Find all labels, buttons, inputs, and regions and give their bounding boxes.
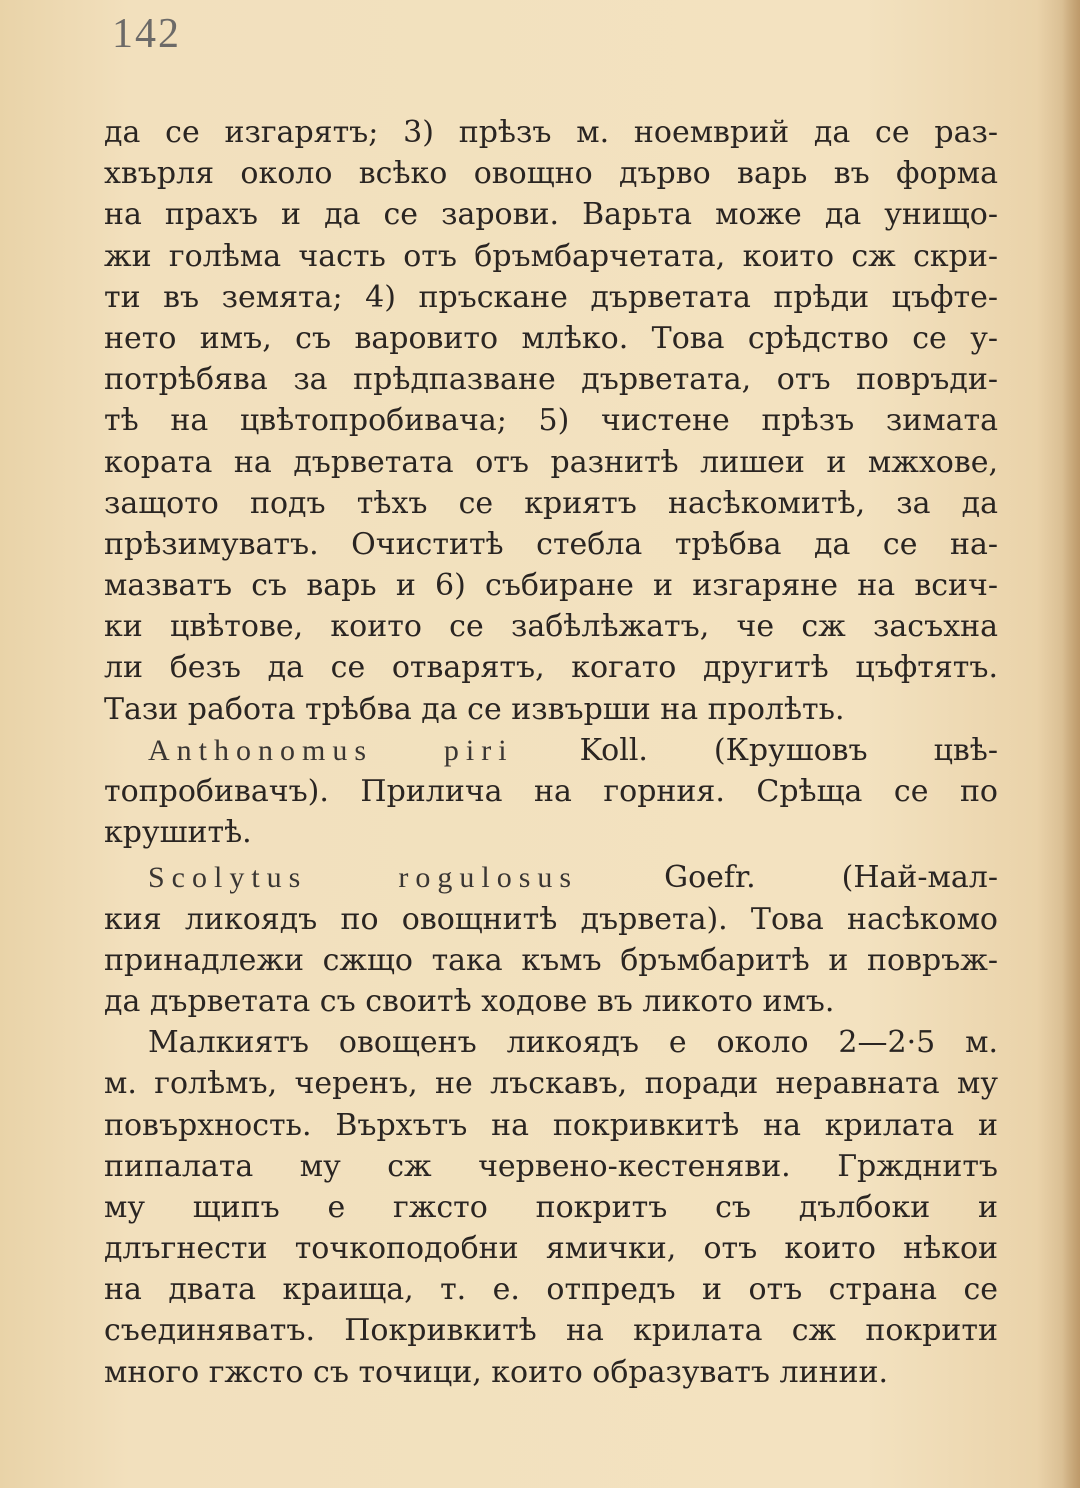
species-heading-line (104, 730, 998, 771)
text-line: принадлежи сжщо така къмъ бръмбаритѣ и повръж- (104, 942, 998, 978)
text-line: Тази работа трѣбва да се извърши на пролѣть. (104, 691, 845, 727)
species-description: Koll. (Крушовъ цвѣ- (579, 732, 998, 768)
text-line: кората на дърветата отъ разнитѣ лишеи и мжхове, (104, 444, 998, 480)
text-line: да се изгарятъ; 3) прѣзъ м. ноемврий да се раз- (104, 115, 998, 150)
text-line: тѣ на цвѣтопробивача; 5) чистене прѣзъ зимата (104, 403, 998, 439)
text-line: защото подъ тѣхъ се криятъ насѣкомитѣ, за да (104, 485, 998, 521)
text-line: пипалата му сж червено-кестеняви. Гржднитъ (104, 1148, 998, 1184)
text-line: на прахъ и да се зарови. Варьта може да унищо- (104, 197, 998, 233)
page-edge-shadow (1062, 0, 1080, 1488)
text-line: длъгнести точкоподобни ямички, отъ които нѣкои (104, 1231, 998, 1267)
text-line: мазватъ съ варь и 6) събиране и изгаряне на всич- (104, 568, 998, 604)
text-line: хвърля около всѣко овощно дърво варь въ форма (104, 156, 998, 192)
species-description: Goefr. (Най-мал- (664, 860, 998, 896)
text-line: повърхность. Върхътъ на покривкитѣ на крилата и (104, 1107, 998, 1143)
text-line: Малкиятъ овощенъ ликоядъ е около 2—2·5 м. (148, 1025, 998, 1061)
species-name: Anthonomus piri (148, 733, 514, 767)
body-text (104, 112, 998, 1393)
text-line: жи голѣма часть отъ бръмбарчетата, които сж скри- (104, 238, 998, 274)
text-line: да дърветата съ своитѣ ходове въ ликото имъ. (104, 983, 835, 1019)
text-line: ки цвѣтове, които се забѣлѣжатъ, че сж засъхна (104, 609, 998, 645)
page-number: 142 (112, 11, 181, 57)
text-line: топробивачъ). Прилича на горния. Срѣща се по (104, 774, 998, 809)
text-line: на двата краища, т. е. отпредъ и отъ страна се (104, 1272, 998, 1308)
text-line: крушитѣ. (104, 815, 252, 851)
text-line: м. голѣмъ, черенъ, не лъскавъ, поради неравната му (104, 1066, 998, 1102)
text-line: съединяватъ. Покривкитѣ на крилата сж покрити (104, 1313, 998, 1349)
text-line: нето имъ, съ варовито млѣко. Това срѣдство се у- (104, 320, 998, 356)
species-heading-line (104, 857, 998, 898)
text-line: потрѣбява за прѣдпазване дърветата, отъ повръди- (104, 362, 998, 398)
text-line: му щипъ е гжсто покритъ съ дълбоки и (104, 1189, 998, 1225)
text-line: кия ликоядъ по овощнитѣ дървета). Това насѣкомо (104, 901, 998, 937)
text-line: ли безъ да се отварятъ, когато другитѣ цъфтятъ. (104, 650, 998, 686)
text-line: ти въ земята; 4) пръскане дърветата прѣди цъфте- (104, 279, 998, 315)
text-line: прѣзимуватъ. Очиститѣ стебла трѣбва да се на- (104, 526, 998, 562)
text-line: много гжсто съ точици, които образуватъ линии. (104, 1354, 889, 1390)
species-name: Scolytus rogulosus (148, 861, 579, 895)
